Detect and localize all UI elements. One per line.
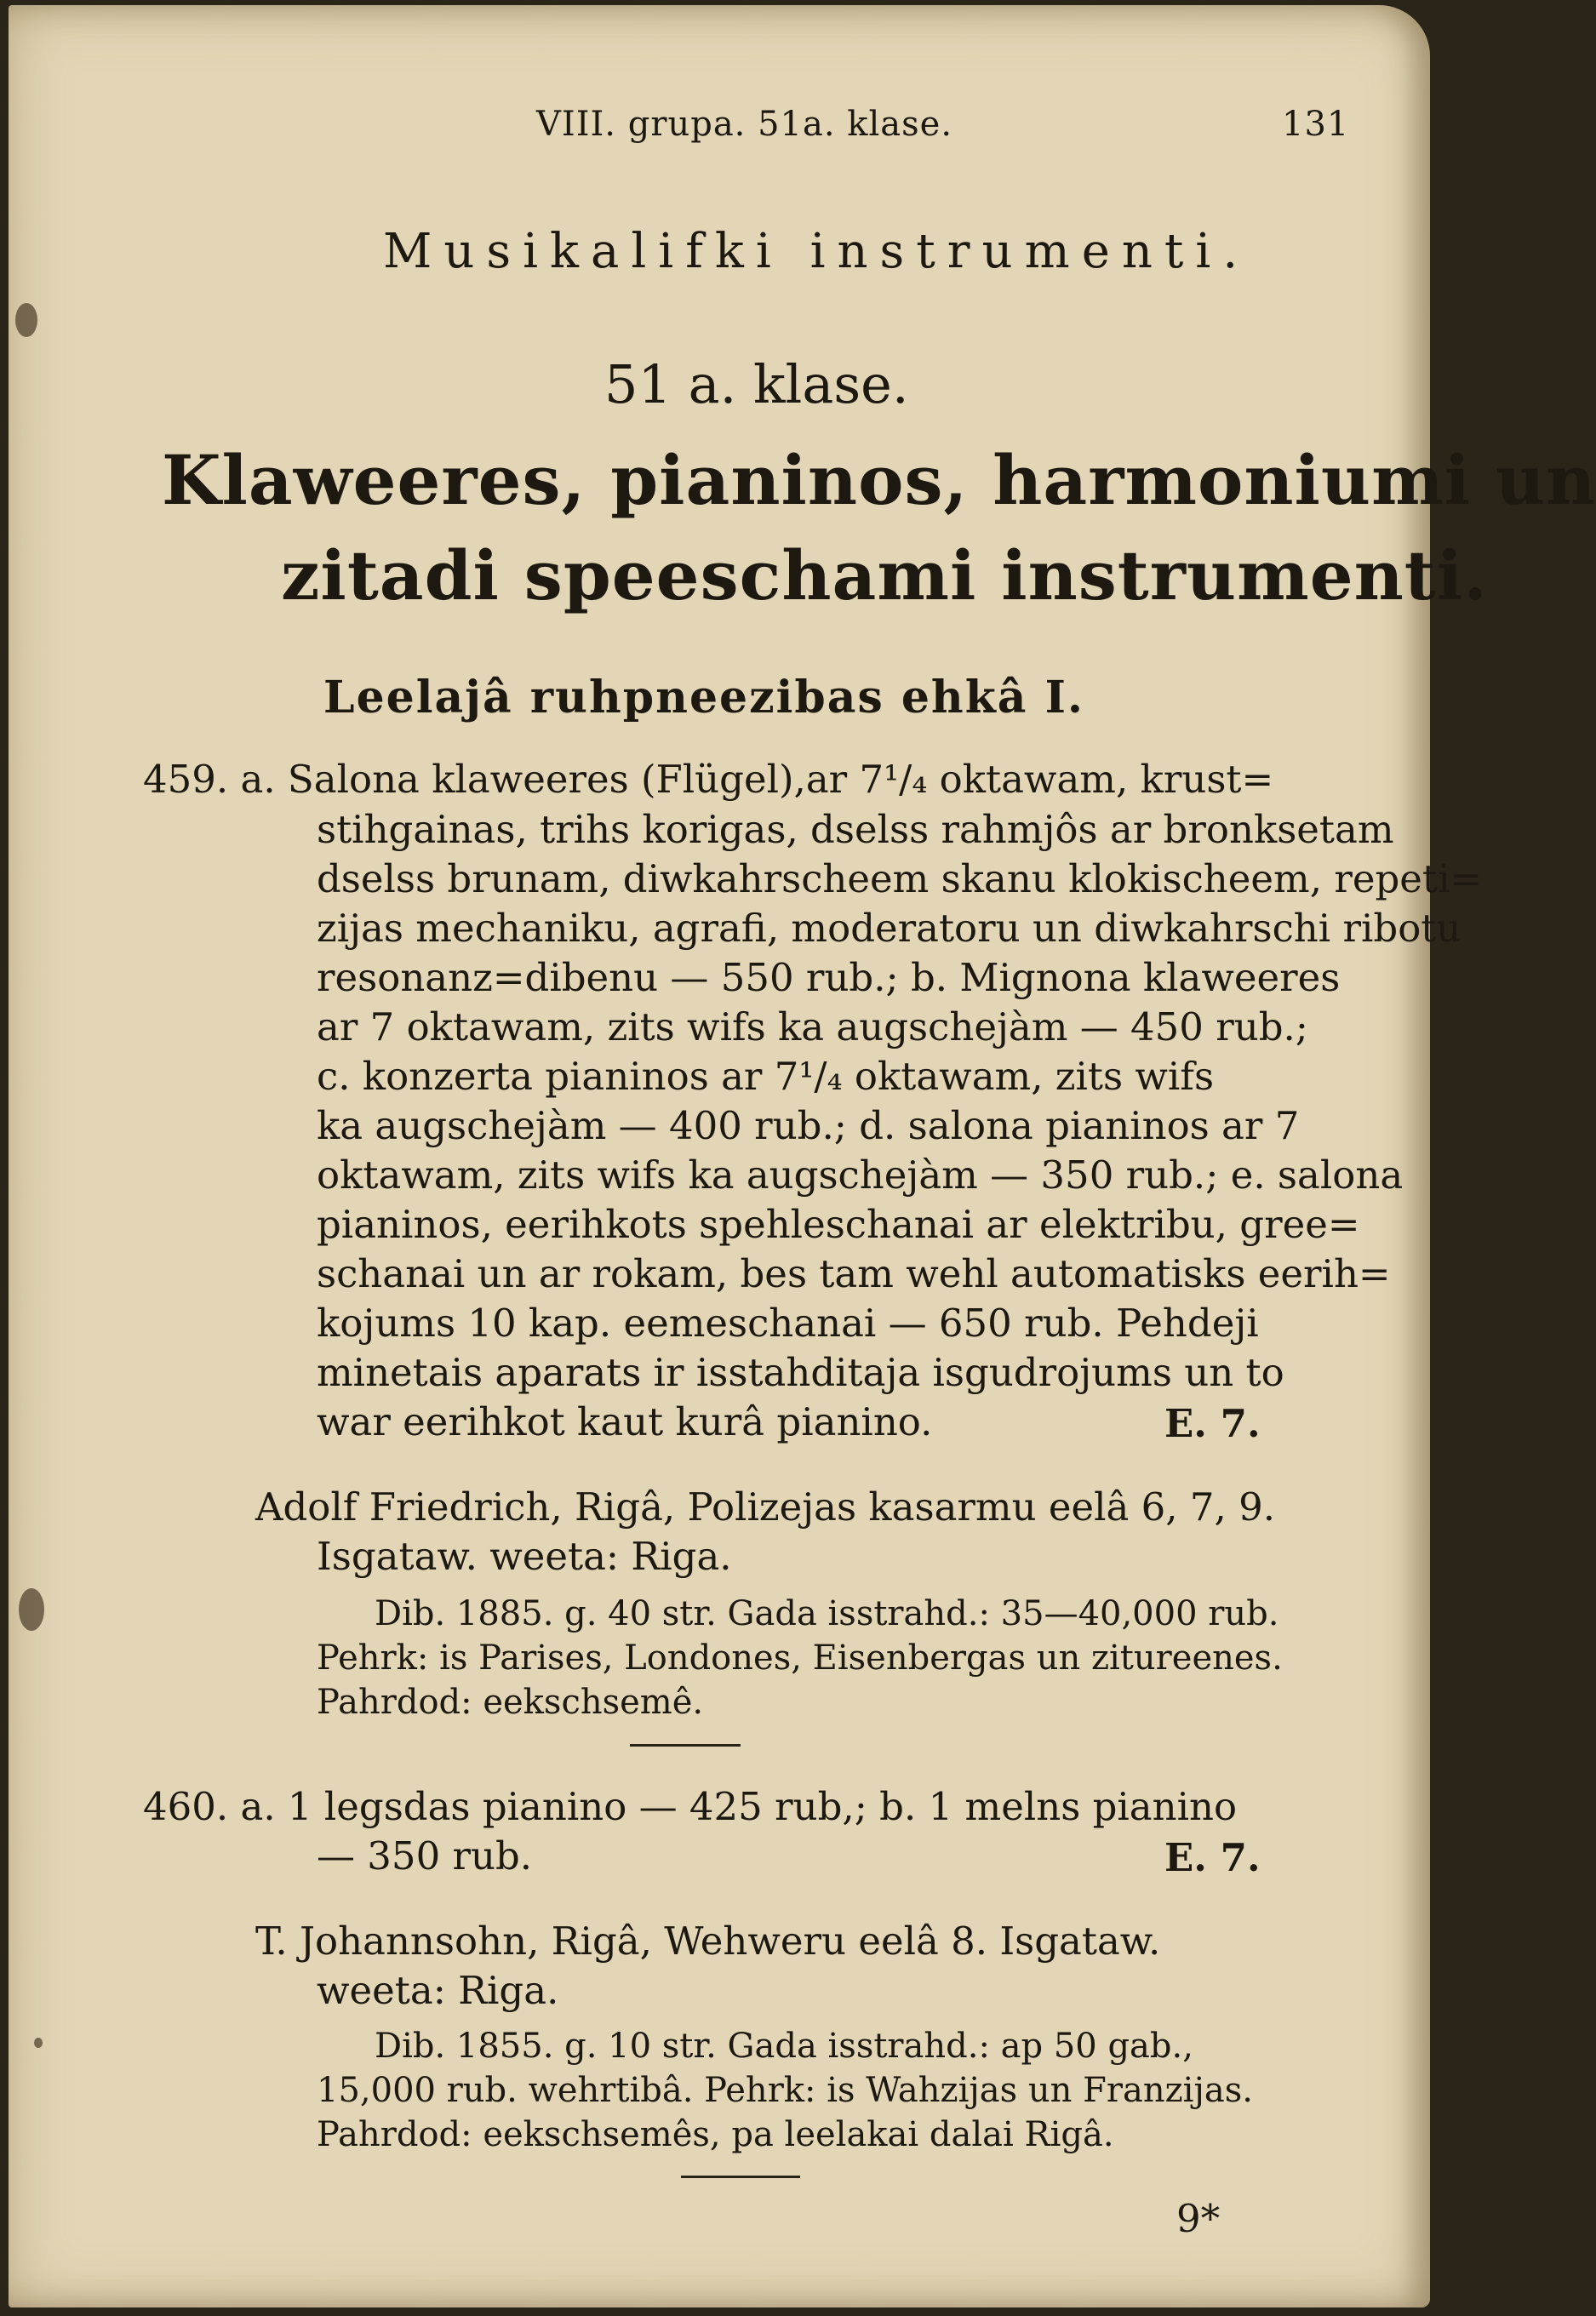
entry-line: kojums 10 kap. eemeschanai — 650 rub. Pehdeji [317, 1301, 1259, 1346]
entry-line: pianinos, eerihkots spehleschanai ar elektribu, gree= [317, 1202, 1360, 1247]
info-line: Pahrdod: eekschsemês, pa leelakai dalai Rigâ. [317, 2115, 1114, 2154]
page-number: 131 [1282, 105, 1350, 144]
entry-line: minetais aparats ir isstahditaja isgudrojums un to [317, 1350, 1284, 1395]
entry-line: zijas mechaniku, agrafi, moderatoru un diwkahrschi ribotu [317, 906, 1462, 951]
award-heading: Leelajâ ruhpneezibas ehkâ I. [323, 672, 1084, 723]
main-title-line2: zitadi speeschami instrumenti. [281, 535, 1488, 615]
entry-line: 460. a. 1 legsdas pianino — 425 rub,; b. 1 melns pianino [143, 1784, 1238, 1829]
section-title: Musikalifki instrumenti. [383, 224, 1250, 279]
entry-line: ar 7 oktawam, zits wifs ka augschejàm — 450 rub.; [317, 1004, 1308, 1049]
entry-line: oktawam, zits wifs ka augschejàm — 350 rub.; e. salona [317, 1152, 1404, 1198]
exhibitor-name: T. Johannsohn, Rigâ, Wehweru eelâ 8. Isgataw. [255, 1919, 1161, 1964]
exhibit-mark: E. 7. [1164, 1401, 1261, 1446]
entry-line: resonanz=dibenu — 550 rub.; b. Mignona klaweeres [317, 955, 1341, 1000]
running-header: VIII. grupa. 51a. klase. [536, 105, 953, 144]
info-line: Pahrdod: eekschsemê. [317, 1683, 704, 1722]
stain-mark [15, 303, 37, 337]
book-page [9, 5, 1596, 2307]
divider [630, 1744, 741, 1747]
divider [681, 2176, 800, 2178]
info-line: 15,000 rub. wehrtibâ. Pehrk: is Wahzijas un Franzijas. [317, 2071, 1253, 2110]
entry-line: ka augschejàm — 400 rub.; d. salona pianinos ar 7 [317, 1103, 1300, 1148]
entry-line: dselss brunam, diwkahrscheem skanu klokischeem, repeti= [317, 856, 1483, 901]
info-line: Dib. 1855. g. 10 str. Gada isstrahd.: ap 50 gab., [375, 2027, 1193, 2066]
main-title-line1: Klaweeres, pianinos, harmoniumi un [162, 440, 1596, 520]
entry-line: war eerihkot kaut kurâ pianino. [317, 1399, 933, 1444]
entry-line: — 350 rub. [317, 1833, 533, 1879]
exhibitor-location: Isgataw. weeta: Riga. [317, 1534, 732, 1579]
exhibitor-name: Adolf Friedrich, Rigâ, Polizejas kasarmu eelâ 6, 7, 9. [255, 1484, 1276, 1530]
info-line: Pehrk: is Parises, Londones, Eisenbergas un zitureenes. [317, 1638, 1283, 1678]
stain-mark [34, 2038, 43, 2048]
stain-mark [19, 1588, 44, 1631]
entry-line: c. konzerta pianinos ar 7¹/₄ oktawam, zits wifs [317, 1054, 1215, 1099]
exhibit-mark: E. 7. [1164, 1835, 1261, 1880]
klase-label: 51 a. klase. [604, 353, 909, 415]
exhibitor-location: weeta: Riga. [317, 1968, 559, 2013]
entry-line: schanai un ar rokam, bes tam wehl automatisks eerih= [317, 1251, 1391, 1296]
signature-mark: 9* [1176, 2196, 1221, 2241]
info-line: Dib. 1885. g. 40 str. Gada isstrahd.: 35—40,000 rub. [375, 1594, 1279, 1633]
entry-line: 459. a. Salona klaweeres (Flügel),ar 7¹/₄ oktawam, krust= [143, 757, 1274, 802]
entry-line: stihgainas, trihs korigas, dselss rahmjôs ar bronksetam [317, 807, 1394, 852]
